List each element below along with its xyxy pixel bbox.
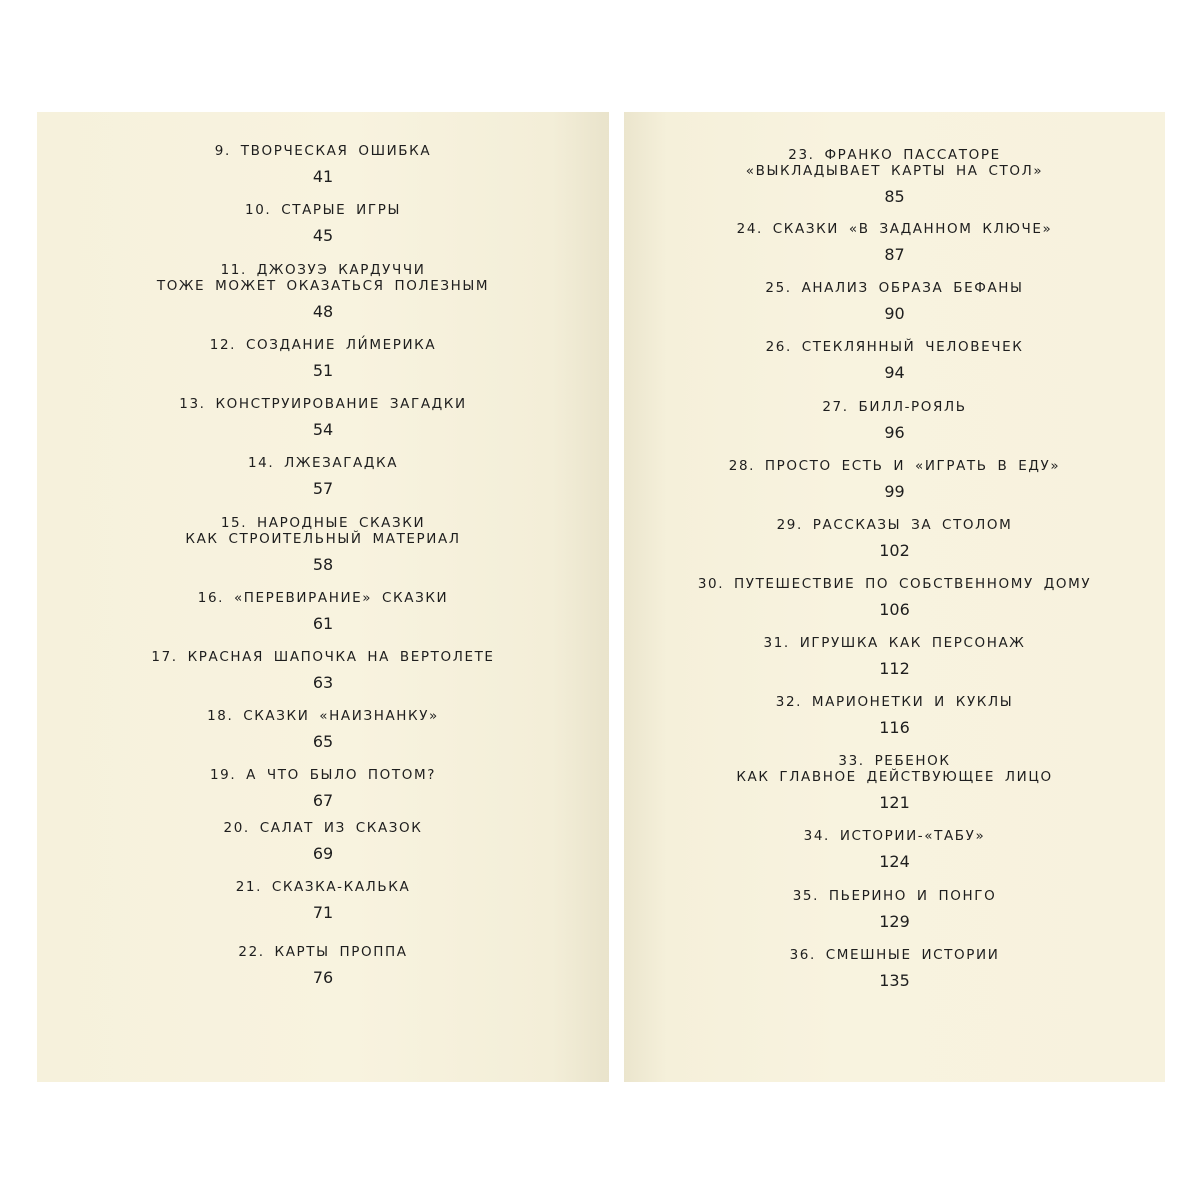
- toc-entry-title: 30. ПУТЕШЕСТВИЕ ПО СОБСТВЕННОМУ ДОМУ: [697, 576, 1092, 592]
- toc-entry: [624, 399, 1165, 442]
- toc-entry-page-number: 69: [312, 844, 334, 863]
- toc-entry: [37, 708, 609, 751]
- toc-entry: [37, 143, 609, 186]
- toc-entry-page-number: 116: [879, 718, 910, 737]
- toc-entry-title: 11. ДЖОЗУЭ КАРДУЧЧИ: [220, 262, 426, 278]
- left-page: [37, 112, 609, 1082]
- toc-entry-title: 10. СТАРЫЕ ИГРЫ: [245, 202, 401, 218]
- toc-entry-page-number: 124: [879, 852, 910, 871]
- toc-entry: [37, 202, 609, 245]
- toc-entry-page-number: 99: [884, 482, 905, 501]
- toc-entry-page-number: 58: [312, 555, 334, 574]
- toc-entry-page-number: 45: [312, 226, 334, 245]
- toc-entry-page-number: 121: [879, 793, 910, 812]
- toc-entry-page-number: 61: [312, 614, 334, 633]
- toc-entry-title: 12. СОЗДАНИЕ ЛИ́МЕРИКА: [209, 337, 437, 353]
- toc-entry: [37, 396, 609, 439]
- toc-entry-title: 14. ЛЖЕЗАГАДКА: [247, 455, 399, 471]
- toc-entry-title: 22. КАРТЫ ПРОППА: [238, 944, 408, 960]
- toc-entry-page-number: 112: [879, 659, 910, 678]
- toc-entry-title: 31. ИГРУШКА КАК ПЕРСОНАЖ: [763, 635, 1026, 651]
- toc-entry-page-number: 102: [879, 541, 910, 560]
- toc-entry: [624, 828, 1165, 871]
- toc-entry-page-number: 87: [884, 245, 905, 264]
- toc-entry-title: КАК СТРОИТЕЛЬНЫЙ МАТЕРИАЛ: [185, 531, 461, 547]
- toc-entry-title: 9. ТВОРЧЕСКАЯ ОШИБКА: [214, 143, 432, 159]
- toc-entry-title: 28. ПРОСТО ЕСТЬ И «ИГРАТЬ В ЕДУ»: [728, 458, 1061, 474]
- toc-entry-page-number: 48: [312, 302, 334, 321]
- toc-entry: [624, 576, 1165, 619]
- toc-entry-title: «ВЫКЛАДЫВАЕТ КАРТЫ НА СТОЛ»: [745, 163, 1044, 179]
- toc-entry-page-number: 51: [312, 361, 334, 380]
- toc-entry-title: ТОЖЕ МОЖЕТ ОКАЗАТЬСЯ ПОЛЕЗНЫМ: [156, 278, 490, 294]
- toc-entry-page-number: 135: [879, 971, 910, 990]
- toc-entry: [624, 339, 1165, 382]
- toc-entry-title: 27. БИЛЛ-РОЯЛЬ: [822, 399, 967, 415]
- toc-entry-title: 23. ФРАНКО ПАССАТОРЕ: [788, 147, 1001, 163]
- toc-entry: [624, 147, 1165, 206]
- toc-entry-page-number: 94: [884, 363, 905, 382]
- toc-entry-title: 13. КОНСТРУИРОВАНИЕ ЗАГАДКИ: [179, 396, 467, 412]
- toc-entry-title: 19. А ЧТО БЫЛО ПОТОМ?: [209, 767, 436, 783]
- toc-entry: [37, 515, 609, 574]
- toc-entry: [37, 820, 609, 863]
- toc-entry-title: КАК ГЛАВНОЕ ДЕЙСТВУЮЩЕЕ ЛИЦО: [736, 769, 1053, 785]
- toc-entry-page-number: 90: [884, 304, 905, 323]
- toc-entry: [37, 944, 609, 987]
- toc-entry-title: 36. СМЕШНЫЕ ИСТОРИИ: [789, 947, 1000, 963]
- toc-entry-title: 24. СКАЗКИ «В ЗАДАННОМ КЛЮЧЕ»: [736, 221, 1053, 237]
- toc-entry: [624, 280, 1165, 323]
- toc-entry-page-number: 65: [312, 732, 334, 751]
- toc-entry: [37, 590, 609, 633]
- toc-entry: [37, 879, 609, 922]
- toc-entry: [624, 517, 1165, 560]
- toc-entry-title: 29. РАССКАЗЫ ЗА СТОЛОМ: [776, 517, 1013, 533]
- toc-entry: [624, 947, 1165, 990]
- toc-entry: [624, 694, 1165, 737]
- toc-entry-page-number: 106: [879, 600, 910, 619]
- right-page: [624, 112, 1165, 1082]
- toc-entry-title: 17. КРАСНАЯ ШАПОЧКА НА ВЕРТОЛЕТЕ: [151, 649, 495, 665]
- toc-entry-page-number: 96: [884, 423, 905, 442]
- toc-entry-title: 16. «ПЕРЕВИРАНИЕ» СКАЗКИ: [197, 590, 449, 606]
- book-spread: [37, 112, 1165, 1082]
- toc-entry: [37, 649, 609, 692]
- toc-entry-title: 15. НАРОДНЫЕ СКАЗКИ: [220, 515, 426, 531]
- toc-entry-title: 33. РЕБЕНОК: [838, 753, 951, 769]
- toc-entry-page-number: 63: [312, 673, 334, 692]
- toc-entry-page-number: 57: [312, 479, 334, 498]
- toc-entry-page-number: 67: [312, 791, 334, 810]
- toc-entry-title: 26. СТЕКЛЯННЫЙ ЧЕЛОВЕЧЕК: [765, 339, 1024, 355]
- toc-entry-title: 25. АНАЛИЗ ОБРАЗА БЕФАНЫ: [765, 280, 1024, 296]
- toc-entry-page-number: 41: [312, 167, 334, 186]
- toc-entry-title: 18. СКАЗКИ «НАИЗНАНКУ»: [207, 708, 439, 724]
- toc-entry: [37, 455, 609, 498]
- toc-entry-title: 21. СКАЗКА-КАЛЬКА: [235, 879, 411, 895]
- toc-entry-title: 20. САЛАТ ИЗ СКАЗОК: [223, 820, 423, 836]
- toc-entry-page-number: 54: [312, 420, 334, 439]
- toc-entry-page-number: 85: [884, 187, 905, 206]
- toc-entry: [624, 221, 1165, 264]
- toc-entry-title: 35. ПЬЕРИНО И ПОНГО: [792, 888, 997, 904]
- toc-entry: [624, 635, 1165, 678]
- toc-entry: [624, 753, 1165, 812]
- toc-entry-title: 32. МАРИОНЕТКИ И КУКЛЫ: [775, 694, 1014, 710]
- toc-entry: [624, 458, 1165, 501]
- toc-entry: [37, 337, 609, 380]
- toc-entry-page-number: 76: [312, 968, 334, 987]
- toc-entry-title: 34. ИСТОРИИ-«ТАБУ»: [803, 828, 986, 844]
- page-gutter: [609, 112, 624, 1082]
- toc-entry: [37, 767, 609, 810]
- toc-entry: [37, 262, 609, 321]
- toc-entry-page-number: 71: [312, 903, 334, 922]
- toc-entry: [624, 888, 1165, 931]
- toc-entry-page-number: 129: [879, 912, 910, 931]
